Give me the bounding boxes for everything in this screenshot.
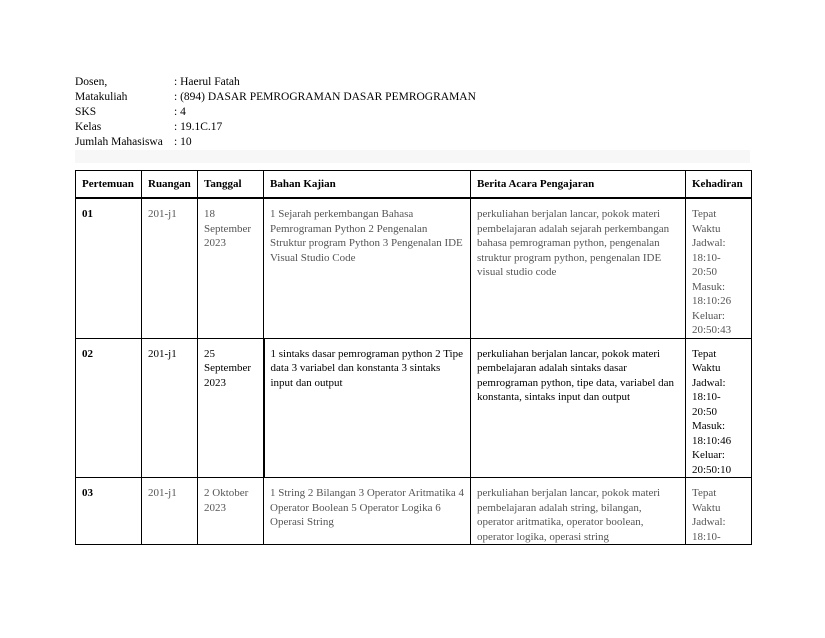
- kehadiran-line: Waktu: [692, 501, 721, 514]
- kehadiran-line: Keluar:: [692, 309, 725, 322]
- cell-berita: perkuliahan berjalan lancar, pokok materi pembelajaran adalah string, bilangan, operator aritmatika, operator boolean, operator logika, operasi string: [471, 478, 686, 545]
- kehadiran-line: Waktu: [692, 362, 721, 374]
- header-value: : (894) DASAR PEMROGRAMAN DASAR PEMROGRAMAN: [174, 91, 476, 103]
- cell-bahan: 1 sintaks dasar pemrograman python 2 Tipe data 3 variabel dan konstanta 3 sintaks input dan output: [264, 338, 471, 478]
- kehadiran-line: 18:10-: [692, 391, 721, 403]
- header-label: SKS: [75, 106, 97, 118]
- header-value: : 4: [174, 106, 186, 118]
- col-tanggal: Tanggal: [198, 171, 264, 199]
- kehadiran-line: 20:50: [692, 405, 718, 418]
- cell-pertemuan: 02: [76, 338, 142, 478]
- header-row-sks: [75, 105, 476, 120]
- table-row: [76, 338, 752, 478]
- cell-ruangan: 201-j1: [142, 198, 198, 338]
- cell-tanggal: 2 Oktober 2023: [198, 478, 264, 545]
- kehadiran-line: Tepat: [692, 208, 717, 220]
- cell-bahan: 1 Sejarah perkembangan Bahasa Pemrograman Python 2 Pengenalan Struktur program Python 3 Pengenalan IDE Visual Studio Code: [264, 198, 471, 338]
- cell-tanggal: 25 September 2023: [198, 338, 264, 478]
- kehadiran-line: Keluar:: [692, 449, 725, 461]
- kehadiran-line: Masuk:: [692, 420, 725, 432]
- kehadiran-line: Masuk:: [692, 280, 725, 293]
- cell-berita: perkuliahan berjalan lancar, pokok materi pembelajaran adalah sintaks dasar pemrograman python, tipe data, variabel dan konstanta, sintaks input dan output: [471, 338, 686, 478]
- header-row-kelas: [75, 120, 476, 135]
- cell-kehadiran: [686, 198, 752, 338]
- header-value: : 10: [174, 136, 192, 148]
- kehadiran-line: 20:50: [692, 266, 718, 278]
- header-value: : 19.1C.17: [174, 121, 223, 133]
- kehadiran-line: Waktu: [692, 222, 721, 235]
- table-row: [76, 478, 752, 545]
- cell-bahan: 1 String 2 Bilangan 3 Operator Aritmatika 4 Operator Boolean 5 Operator Logika 6 Operasi String: [264, 478, 471, 545]
- kehadiran-line: Jadwal:: [692, 516, 726, 528]
- col-bahan-kajian: Bahan Kajian: [264, 171, 471, 199]
- col-pertemuan: Pertemuan: [76, 171, 142, 199]
- cell-tanggal: 18 September 2023: [198, 198, 264, 338]
- kehadiran-line: 18:10:46: [692, 434, 732, 447]
- divider-band: [75, 150, 750, 163]
- kehadiran-line: 20:50:10: [692, 463, 732, 476]
- cell-pertemuan: 03: [76, 478, 142, 545]
- kehadiran-line: 18:10:26: [692, 295, 732, 307]
- kehadiran-line: 20:50:43: [692, 324, 732, 336]
- cell-pertemuan: 01: [76, 198, 142, 338]
- col-kehadiran: Kehadiran: [686, 171, 752, 199]
- kehadiran-line: Jadwal:: [692, 237, 726, 249]
- cell-kehadiran: [686, 338, 752, 478]
- cell-berita: perkuliahan berjalan lancar, pokok materi pembelajaran adalah sejarah perkembangan bahasa pemrograman python, pengenalan struktur program python, pengenalan IDE visual studio code: [471, 198, 686, 338]
- kehadiran-line: Jadwal:: [692, 376, 726, 389]
- attendance-table: [75, 170, 752, 545]
- header-row-matakuliah: [75, 90, 476, 105]
- col-ruangan: Ruangan: [142, 171, 198, 199]
- header-value: : Haerul Fatah: [174, 76, 240, 88]
- kehadiran-line: 18:10-: [692, 530, 721, 543]
- header-label: Dosen,: [75, 76, 108, 88]
- table-header-row: [76, 171, 752, 199]
- header-label: Kelas: [75, 121, 102, 133]
- header-row-jumlah: [75, 135, 476, 150]
- cell-ruangan: 201-j1: [142, 338, 198, 478]
- cell-ruangan: 201-j1: [142, 478, 198, 545]
- kehadiran-line: 18:10-: [692, 251, 721, 264]
- cell-kehadiran: [686, 478, 752, 545]
- header-label: Jumlah Mahasiswa: [75, 136, 163, 148]
- col-berita-acara: Berita Acara Pengajaran: [471, 171, 686, 199]
- header-label: Matakuliah: [75, 91, 128, 103]
- course-header: [75, 75, 476, 150]
- kehadiran-line: Tepat: [692, 347, 717, 360]
- kehadiran-line: Tepat: [692, 487, 717, 499]
- header-row-dosen: [75, 75, 476, 90]
- table-row: [76, 198, 752, 338]
